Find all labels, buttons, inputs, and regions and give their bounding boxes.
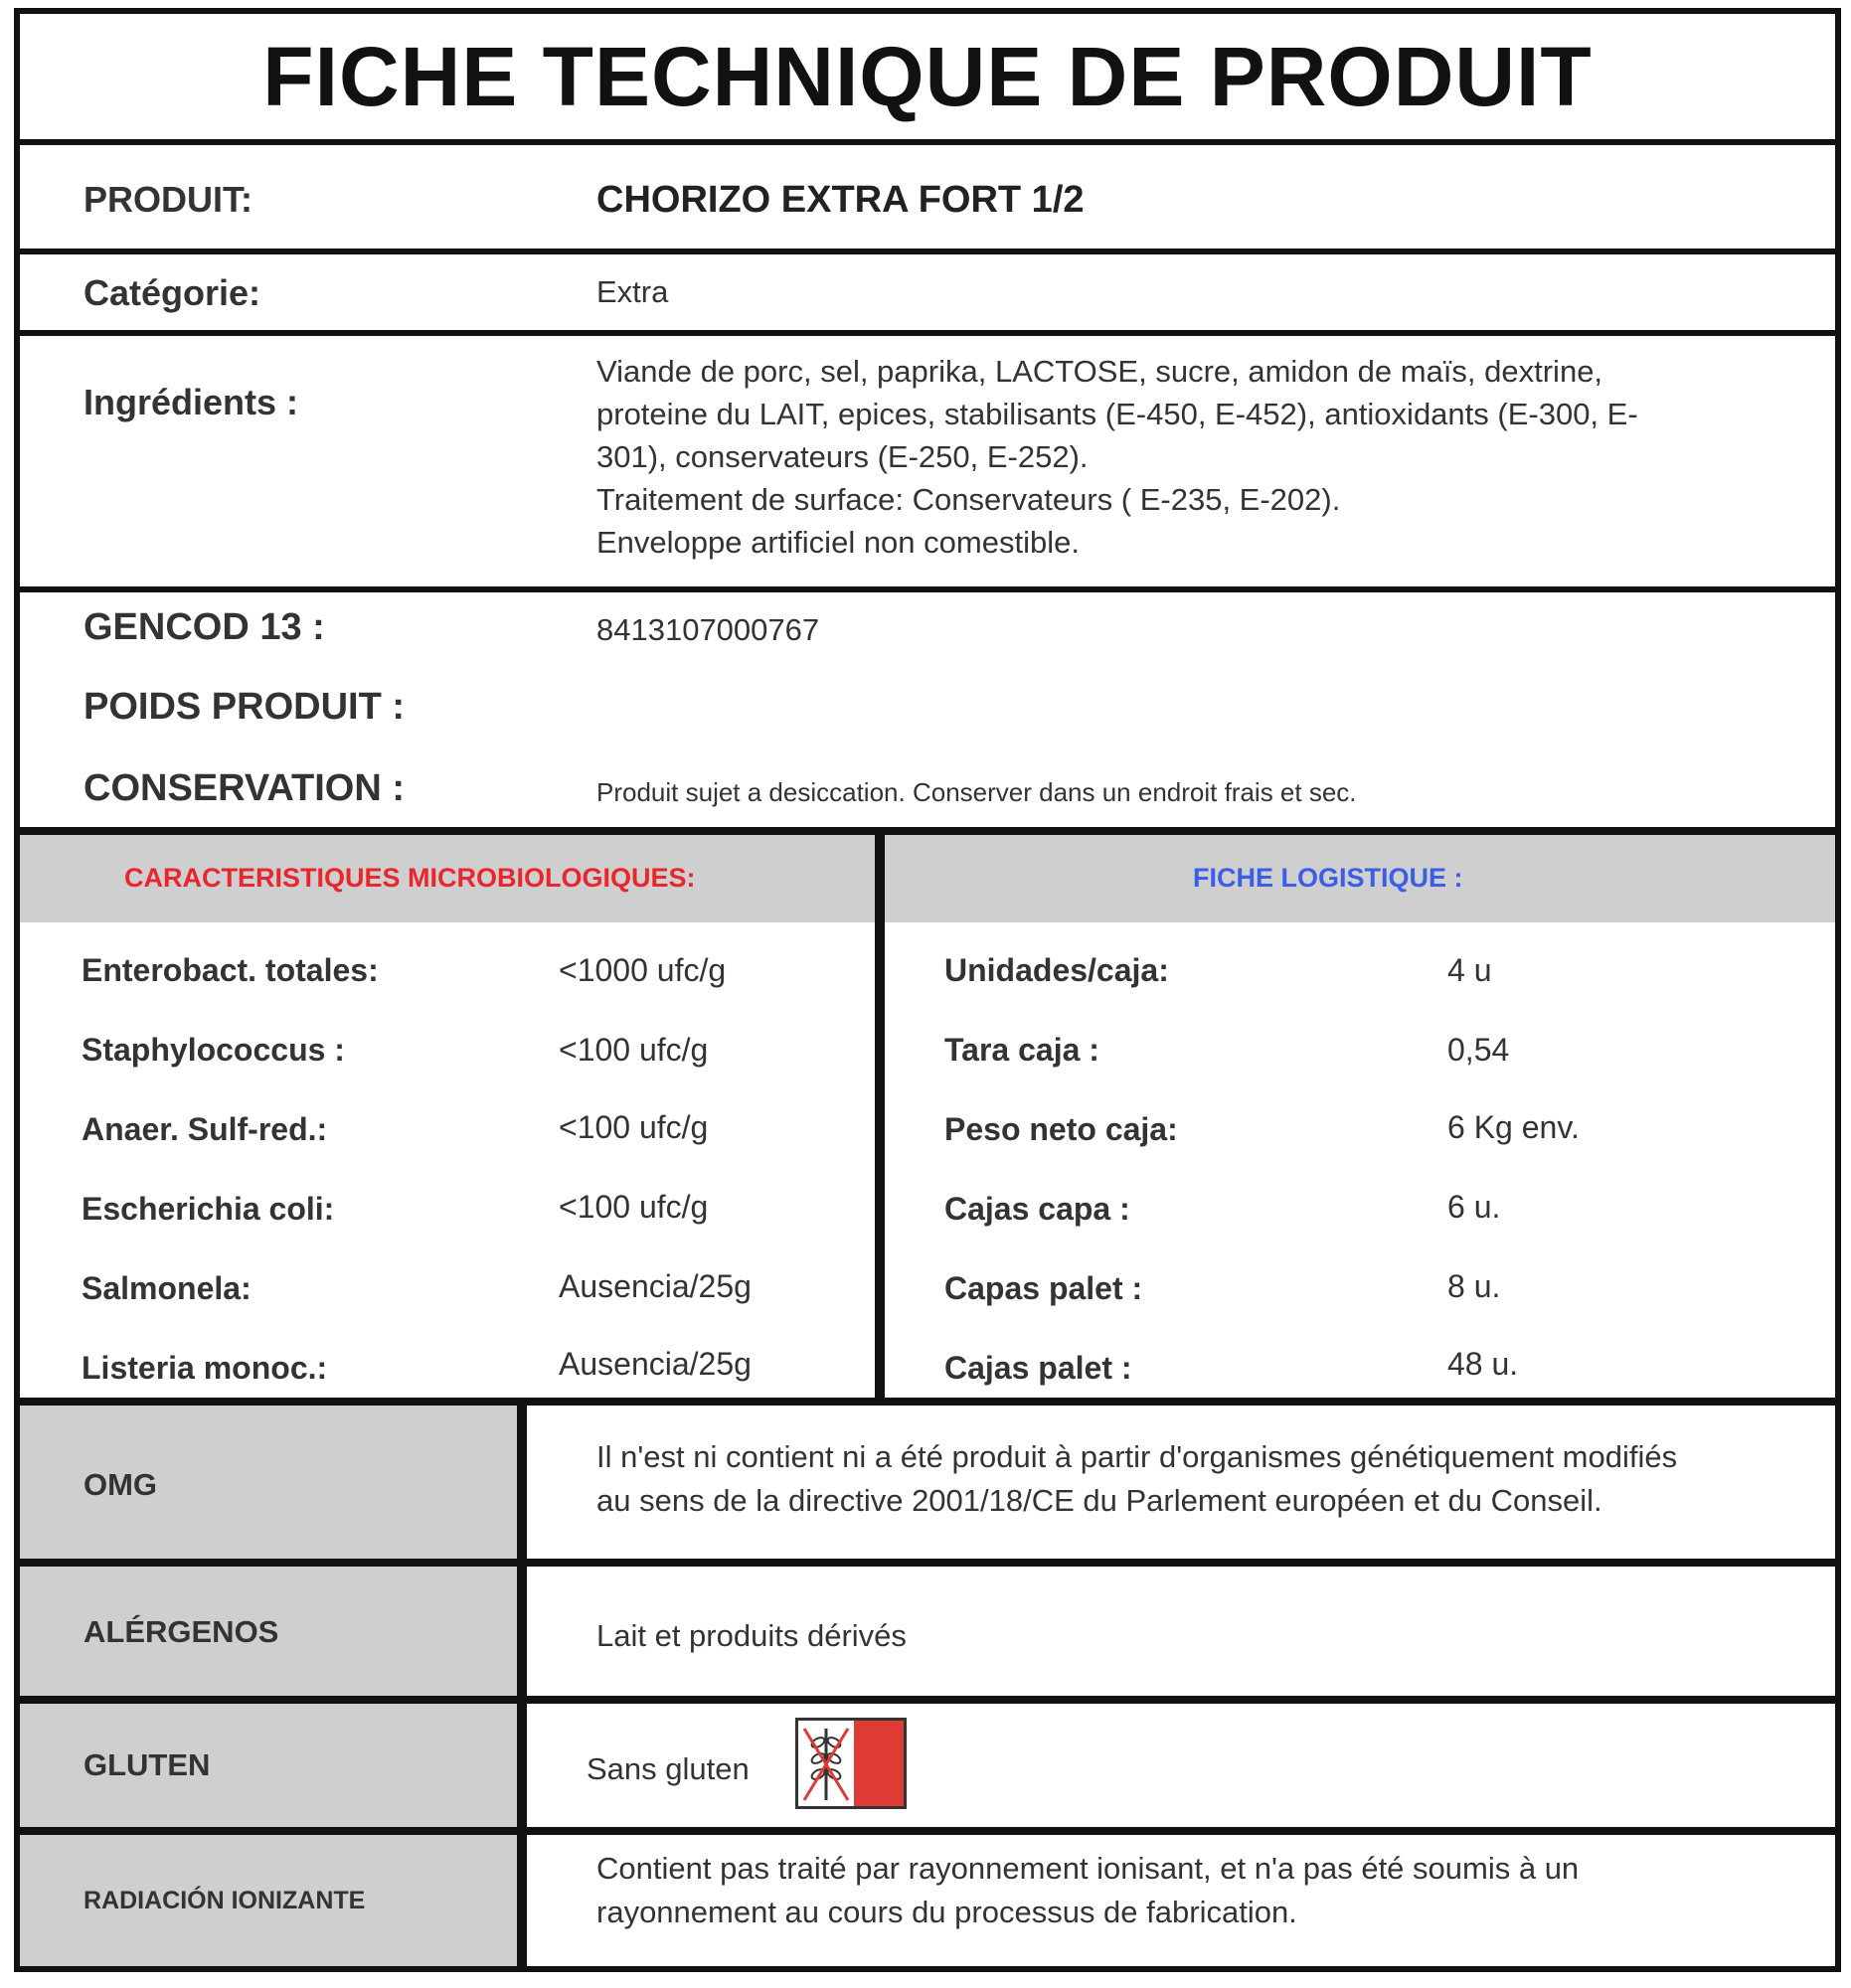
logistique-header — [885, 835, 1835, 922]
page-title: FICHE TECHNIQUE DE PRODUIT — [262, 29, 1593, 123]
ingredients-text — [596, 350, 1779, 564]
divider — [20, 827, 1835, 835]
logistique-row-label: Capas palet : — [944, 1270, 1143, 1306]
divider — [20, 1827, 1835, 1835]
divider — [20, 1696, 1835, 1704]
micro-row-value: <100 ufc/g — [559, 1032, 709, 1068]
logistique-row-value: 8 u. — [1447, 1268, 1501, 1304]
micro-row-value: Ausencia/25g — [559, 1268, 752, 1304]
ingredients-line: Traitement de surface: Conservateurs ( E-235, E-202). — [596, 482, 1341, 517]
radiacion-line: rayonnement au cours du processus de fabrication. — [596, 1895, 1297, 1929]
conservation-value: Produit sujet a desiccation. Conserver dans un endroit frais et sec. — [596, 777, 1357, 807]
ingredients-line: 301), conservateurs (E-250, E-252). — [596, 439, 1089, 474]
omg-row — [20, 1406, 1835, 1559]
micro-row-value: <100 ufc/g — [559, 1109, 709, 1145]
micro-row-value: <1000 ufc/g — [559, 952, 727, 988]
radiacion-label: RADIACIÓN IONIZANTE — [84, 1887, 366, 1914]
logistique-row-label: Unidades/caja: — [944, 952, 1169, 988]
gluten-row — [20, 1704, 1835, 1827]
divider — [20, 1559, 1835, 1567]
logistique-row-label: Cajas palet : — [944, 1350, 1132, 1386]
gluten-label: GLUTEN — [84, 1747, 211, 1782]
logistique-row-value: 48 u. — [1447, 1346, 1519, 1382]
logistique-row-value: 6 u. — [1447, 1189, 1501, 1225]
divider — [20, 1398, 1835, 1406]
produit-value: CHORIZO EXTRA FORT 1/2 — [596, 179, 1085, 221]
produit-label: PRODUIT: — [84, 179, 252, 220]
micro-table — [20, 922, 875, 1398]
ingredients-line: proteine du LAIT, epices, stabilisants (E-450, E-452), antioxidants (E-300, E- — [596, 397, 1638, 431]
logistique-row-label: Peso neto caja: — [944, 1111, 1178, 1147]
omg-line: Il n'est ni contient ni a été produit à partir d'organismes génétiquement modifiés — [596, 1439, 1678, 1474]
categorie-value: Extra — [596, 274, 669, 309]
radiacion-row — [20, 1835, 1835, 1966]
alergenos-value: Lait et produits dérivés — [596, 1618, 907, 1653]
micro-row-value: Ausencia/25g — [559, 1346, 752, 1382]
gencod-value: 8413107000767 — [596, 612, 820, 647]
alergenos-label: ALÉRGENOS — [84, 1614, 279, 1649]
conservation-label: CONSERVATION : — [84, 767, 406, 809]
product-sheet — [14, 8, 1841, 1972]
ingredients-line: Viande de porc, sel, paprika, LACTOSE, sucre, amidon de maïs, dextrine, — [596, 354, 1603, 389]
produit-row — [20, 145, 1835, 248]
micro-row-label: Escherichia coli: — [82, 1191, 335, 1227]
radiacion-text — [596, 1847, 1579, 1934]
logistique-title: FICHE LOGISTIQUE : — [1193, 863, 1463, 893]
gencod-label: GENCOD 13 : — [84, 606, 325, 648]
categorie-label: Catégorie: — [84, 272, 261, 313]
title-row — [20, 14, 1835, 139]
gluten-free-icon-graphic — [798, 1721, 904, 1806]
micro-header — [20, 835, 875, 922]
omg-line: au sens de la directive 2001/18/CE du Parlement européen et du Conseil. — [596, 1483, 1602, 1518]
micro-title: CARACTERISTIQUES MICROBIOLOGIQUES: — [124, 863, 696, 893]
logistique-row-label: Cajas capa : — [944, 1191, 1130, 1227]
radiacion-line: Contient pas traité par rayonnement ionisant, et n'a pas été soumis à un — [596, 1851, 1580, 1886]
omg-text — [596, 1435, 1677, 1523]
column-divider — [875, 835, 885, 1398]
omg-label: OMG — [84, 1467, 158, 1502]
ingredients-label: Ingrédients : — [84, 382, 299, 422]
alergenos-row — [20, 1567, 1835, 1696]
micro-row-label: Salmonela: — [82, 1270, 252, 1306]
logistique-row-label: Tara caja : — [944, 1032, 1099, 1068]
ingredients-row — [20, 336, 1835, 586]
ingredients-line: Enveloppe artificiel non comestible. — [596, 525, 1080, 560]
micro-row-label: Listeria monoc.: — [82, 1350, 328, 1386]
gluten-value: Sans gluten — [587, 1751, 750, 1786]
micro-row-label: Staphylococcus : — [82, 1032, 345, 1068]
logistique-table — [885, 922, 1835, 1398]
logistique-row-value: 4 u — [1447, 952, 1492, 988]
micro-row-label: Enterobact. totales: — [82, 952, 379, 988]
logistique-row-value: 6 Kg env. — [1447, 1109, 1580, 1145]
micro-row-label: Anaer. Sulf-red.: — [82, 1111, 328, 1147]
gluten-free-icon — [795, 1718, 907, 1809]
product-info-block — [20, 592, 1835, 827]
micro-row-value: <100 ufc/g — [559, 1189, 709, 1225]
logistique-row-value: 0,54 — [1447, 1032, 1510, 1068]
poids-label: POIDS PRODUIT : — [84, 686, 406, 728]
categorie-row — [20, 254, 1835, 330]
